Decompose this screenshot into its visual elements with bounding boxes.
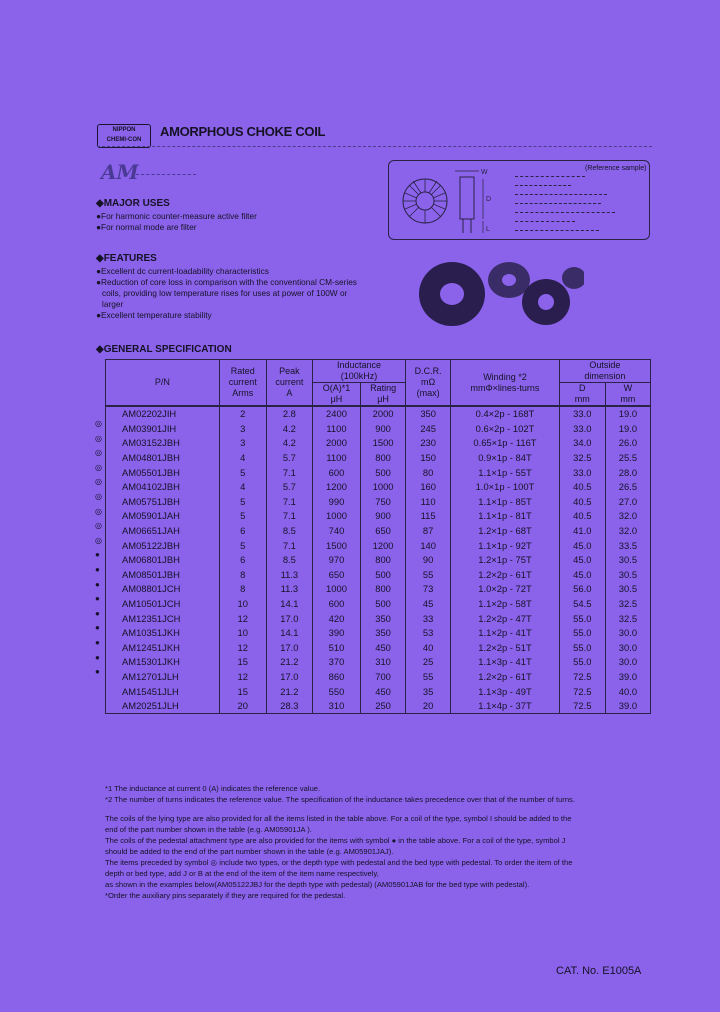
cell-rating: 800 (361, 553, 406, 568)
table-row (106, 509, 651, 524)
row-symbol: ● (95, 608, 100, 618)
note-paragraph-line: The coils of the lying type are also provided for all the items listed in the table above. For a coil of the type, symbol I should be added to the (105, 814, 572, 823)
cell-peak: 17.0 (266, 611, 312, 626)
cell-oa: 2000 (312, 436, 360, 451)
row-symbol: ◎ (95, 448, 102, 458)
brand-underline (136, 174, 196, 175)
cell-peak: 17.0 (266, 641, 312, 656)
cell-rated: 12 (219, 641, 266, 656)
cell-d: 55.0 (559, 641, 605, 656)
cell-dcr: 20 (406, 699, 451, 714)
coil-diagram-icon (393, 163, 503, 239)
spec-table-body (106, 406, 651, 714)
cell-peak: 8.5 (266, 553, 312, 568)
cell-rating: 350 (361, 611, 406, 626)
table-row (106, 597, 651, 612)
col-header-dcr: D.C.R. mΩ (max) (406, 360, 451, 407)
cell-d: 33.0 (559, 406, 605, 422)
cell-dcr: 80 (406, 465, 451, 480)
cell-d: 45.0 (559, 568, 605, 583)
cell-oa: 600 (312, 465, 360, 480)
svg-text:L: L (486, 226, 490, 233)
header-divider (97, 146, 652, 147)
cell-dcr: 40 (406, 641, 451, 656)
cell-d: 40.5 (559, 509, 605, 524)
cell-peak: 5.7 (266, 480, 312, 495)
cell-pn: AM20251JLH (106, 699, 220, 714)
cell-rated: 8 (219, 582, 266, 597)
cell-rated: 4 (219, 451, 266, 466)
row-symbol: ◎ (95, 521, 102, 531)
cell-pn: AM12701JLH (106, 670, 220, 685)
cell-pn: AM08801JCH (106, 582, 220, 597)
page-title: AMORPHOUS CHOKE COIL (160, 124, 326, 139)
row-symbol: ◎ (95, 506, 102, 516)
product-photo (414, 258, 584, 330)
cell-dcr: 115 (406, 509, 451, 524)
cell-pn: AM05751JBH (106, 495, 220, 510)
cell-pn: AM10351JKH (106, 626, 220, 641)
note-paragraph-line: end of the part number shown in the table (e.g. AM05901JA ). (105, 825, 312, 834)
cell-rated: 15 (219, 684, 266, 699)
cell-winding: 1.1×1p - 92T (451, 538, 560, 553)
cell-peak: 7.1 (266, 538, 312, 553)
cell-peak: 2.8 (266, 406, 312, 422)
row-symbol: ● (95, 638, 100, 647)
table-row (106, 436, 651, 451)
table-row (106, 699, 651, 714)
cell-w: 30.5 (605, 568, 650, 583)
cell-w: 30.5 (605, 553, 650, 568)
cell-winding: 1.2×1p - 75T (451, 553, 560, 568)
cell-d: 45.0 (559, 553, 605, 568)
cell-rated: 6 (219, 524, 266, 539)
cell-rating: 450 (361, 684, 406, 699)
table-row (106, 582, 651, 597)
cell-rated: 15 (219, 655, 266, 670)
svg-text:W: W (481, 169, 488, 176)
col-header-peak-current: Peak current A (266, 360, 312, 407)
cell-w: 39.0 (605, 699, 650, 714)
table-row (106, 568, 651, 583)
col-header-outside-dimension: Outside dimension (559, 360, 650, 383)
cell-rated: 3 (219, 436, 266, 451)
cell-winding: 0.6×2p - 102T (451, 422, 560, 437)
cell-dcr: 53 (406, 626, 451, 641)
list-item: ●For harmonic counter-measure active filter (96, 211, 257, 221)
cell-winding: 1.1×2p - 41T (451, 626, 560, 641)
note-paragraph-line: depth or bed type, add J or B at the end of the item of the item name respectively, (105, 869, 379, 878)
cell-oa: 550 (312, 684, 360, 699)
cell-rated: 5 (219, 509, 266, 524)
cell-oa: 310 (312, 699, 360, 714)
cell-oa: 990 (312, 495, 360, 510)
cell-rated: 2 (219, 406, 266, 422)
cell-rating: 700 (361, 670, 406, 685)
cell-winding: 1.1×1p - 55T (451, 465, 560, 480)
table-row (106, 553, 651, 568)
reference-sample-box (388, 160, 650, 240)
cell-oa: 600 (312, 597, 360, 612)
cell-rating: 500 (361, 465, 406, 480)
list-item: larger (102, 299, 124, 309)
cell-rated: 6 (219, 553, 266, 568)
cell-rated: 3 (219, 422, 266, 437)
cell-peak: 21.2 (266, 655, 312, 670)
cell-dcr: 55 (406, 568, 451, 583)
cell-peak: 7.1 (266, 495, 312, 510)
row-symbol: ● (95, 579, 100, 589)
note-paragraph-line: The items preceded by symbol ◎ include two types, or the depth type with pedestal and the bed type with pedestal. To order the item of the (105, 858, 573, 867)
cell-w: 32.5 (605, 611, 650, 626)
col-header-inductance: Inductance (100kHz) (312, 360, 405, 383)
cell-rating: 350 (361, 626, 406, 641)
cell-dcr: 55 (406, 670, 451, 685)
cell-rating: 310 (361, 655, 406, 670)
cell-rating: 500 (361, 568, 406, 583)
cell-w: 30.0 (605, 626, 650, 641)
cell-pn: AM02202JIH (106, 406, 220, 422)
cell-winding: 1.2×2p - 61T (451, 568, 560, 583)
cell-rating: 2000 (361, 406, 406, 422)
cell-winding: 1.1×1p - 81T (451, 509, 560, 524)
cell-rating: 900 (361, 422, 406, 437)
cell-oa: 860 (312, 670, 360, 685)
row-symbol: ● (95, 652, 100, 662)
cell-pn: AM12451JKH (106, 641, 220, 656)
cell-rating: 750 (361, 495, 406, 510)
cell-rated: 8 (219, 568, 266, 583)
row-symbol: ◎ (95, 535, 102, 545)
list-item: ●Excellent temperature stability (96, 310, 212, 320)
cell-d: 33.0 (559, 422, 605, 437)
cell-peak: 11.3 (266, 568, 312, 583)
row-symbol: ● (95, 667, 100, 677)
cell-w: 26.0 (605, 436, 650, 451)
cell-rated: 4 (219, 480, 266, 495)
table-row (106, 655, 651, 670)
cell-pn: AM06651JAH (106, 524, 220, 539)
cell-rated: 5 (219, 538, 266, 553)
cell-pn: AM04102JBH (106, 480, 220, 495)
cell-oa: 1100 (312, 451, 360, 466)
table-row (106, 422, 651, 437)
reference-line (515, 230, 599, 231)
cell-d: 40.5 (559, 480, 605, 495)
col-header-rating: Rating μH (361, 383, 406, 407)
cell-rating: 1500 (361, 436, 406, 451)
cell-rating: 500 (361, 597, 406, 612)
cell-winding: 1.2×1p - 68T (451, 524, 560, 539)
cell-dcr: 73 (406, 582, 451, 597)
row-symbol: ● (95, 565, 100, 574)
cell-winding: 1.0×2p - 72T (451, 582, 560, 597)
table-row (106, 524, 651, 539)
cell-rating: 1000 (361, 480, 406, 495)
reference-line (515, 212, 615, 213)
note-1: *1 The inductance at current 0 (A) indicates the reference value. (105, 784, 321, 793)
cell-peak: 4.2 (266, 422, 312, 437)
cell-oa: 970 (312, 553, 360, 568)
cell-oa: 510 (312, 641, 360, 656)
svg-text:D: D (486, 196, 492, 203)
reference-sample-label: (Reference sample) (585, 165, 647, 172)
cell-winding: 1.1×2p - 58T (451, 597, 560, 612)
list-item: ●Excellent dc current-loadability characteristics (96, 266, 269, 276)
cell-pn: AM10501JCH (106, 597, 220, 612)
cell-winding: 0.9×1p - 84T (451, 451, 560, 466)
table-row (106, 495, 651, 510)
cell-winding: 1.2×2p - 47T (451, 611, 560, 626)
reference-line (515, 203, 601, 204)
col-header-d: D mm (559, 383, 605, 407)
cell-w: 32.5 (605, 597, 650, 612)
cell-winding: 1.1×4p - 37T (451, 699, 560, 714)
list-item: ●For normal mode are filter (96, 222, 197, 232)
cell-d: 56.0 (559, 582, 605, 597)
reference-line (515, 221, 575, 222)
table-row (106, 641, 651, 656)
note-2: *2 The number of turns indicates the reference value. The specification of the inductance takes precedence over that of the number of turns. (105, 795, 575, 804)
cell-pn: AM15301JKH (106, 655, 220, 670)
cell-w: 32.0 (605, 524, 650, 539)
cell-rating: 800 (361, 582, 406, 597)
cell-peak: 5.7 (266, 451, 312, 466)
cell-dcr: 160 (406, 480, 451, 495)
col-header-oa: O(A)*1 μH (312, 383, 360, 407)
cell-peak: 11.3 (266, 582, 312, 597)
cell-w: 40.0 (605, 684, 650, 699)
table-row (106, 465, 651, 480)
cell-dcr: 150 (406, 451, 451, 466)
cell-peak: 8.5 (266, 524, 312, 539)
major-uses-heading: ◆MAJOR USES (96, 198, 170, 209)
cell-pn: AM03901JIH (106, 422, 220, 437)
reference-line (515, 176, 585, 177)
cell-dcr: 110 (406, 495, 451, 510)
cell-rated: 12 (219, 611, 266, 626)
cell-oa: 1500 (312, 538, 360, 553)
cell-winding: 0.65×1p - 116T (451, 436, 560, 451)
cell-dcr: 25 (406, 655, 451, 670)
cell-w: 25.5 (605, 451, 650, 466)
col-header-winding: Winding *2 mmΦ×lines-turns (451, 360, 560, 407)
catalog-number: CAT. No. E1005A (556, 965, 642, 977)
spec-table (105, 359, 651, 714)
row-symbol: ◎ (95, 419, 102, 428)
table-row (106, 670, 651, 685)
cell-dcr: 350 (406, 406, 451, 422)
cell-w: 33.5 (605, 538, 650, 553)
table-row (106, 480, 651, 495)
col-header-pn: P/N (106, 360, 220, 407)
table-row (106, 611, 651, 626)
cell-d: 72.5 (559, 699, 605, 714)
cell-dcr: 230 (406, 436, 451, 451)
cell-winding: 0.4×2p - 168T (451, 406, 560, 422)
cell-rated: 10 (219, 597, 266, 612)
cell-winding: 1.1×3p - 41T (451, 655, 560, 670)
cell-d: 32.5 (559, 451, 605, 466)
table-row (106, 451, 651, 466)
cell-d: 55.0 (559, 626, 605, 641)
note-paragraph-line: should be added to the end of the part number shown in the table (e.g. AM05901JAJ). (105, 847, 394, 856)
cell-rated: 5 (219, 495, 266, 510)
cell-winding: 1.1×1p - 85T (451, 495, 560, 510)
row-symbol: ● (95, 623, 100, 633)
nippon-chemicon-logo (97, 124, 151, 148)
cell-pn: AM15451JLH (106, 684, 220, 699)
cell-w: 32.0 (605, 509, 650, 524)
note-paragraph-line: as shown in the examples below(AM05122JBJ for the depth type with pedestal) (AM05901JAB for the bed type with pedestal). (105, 880, 530, 889)
cell-rated: 20 (219, 699, 266, 714)
cell-dcr: 45 (406, 597, 451, 612)
cell-pn: AM04801JBH (106, 451, 220, 466)
cell-peak: 14.1 (266, 626, 312, 641)
cell-w: 39.0 (605, 670, 650, 685)
cell-oa: 1100 (312, 422, 360, 437)
cell-pn: AM03152JBH (106, 436, 220, 451)
table-row (106, 538, 651, 553)
cell-rated: 5 (219, 465, 266, 480)
features-heading: ◆FEATURES (96, 253, 157, 264)
cell-d: 40.5 (559, 495, 605, 510)
cell-dcr: 35 (406, 684, 451, 699)
cell-rating: 800 (361, 451, 406, 466)
cell-rating: 1200 (361, 538, 406, 553)
reference-line (515, 185, 571, 186)
features-list (96, 266, 357, 321)
cell-oa: 740 (312, 524, 360, 539)
cell-d: 54.5 (559, 597, 605, 612)
list-item: ●Reduction of core loss in comparison with the conventional CM-series (96, 277, 357, 287)
cell-rating: 650 (361, 524, 406, 539)
cell-oa: 1200 (312, 480, 360, 495)
cell-oa: 650 (312, 568, 360, 583)
cell-winding: 1.2×2p - 61T (451, 670, 560, 685)
cell-d: 55.0 (559, 611, 605, 626)
logo-line-1: NIPPON (112, 127, 136, 133)
logo-line-2: CHEMI-CON (106, 137, 142, 143)
cell-rating: 450 (361, 641, 406, 656)
major-uses-list (96, 211, 257, 233)
table-row (106, 626, 651, 641)
cell-w: 30.5 (605, 582, 650, 597)
cell-oa: 390 (312, 626, 360, 641)
cell-peak: 7.1 (266, 509, 312, 524)
cell-oa: 420 (312, 611, 360, 626)
cell-oa: 370 (312, 655, 360, 670)
cell-w: 19.0 (605, 422, 650, 437)
col-header-w: W mm (605, 383, 650, 407)
cell-dcr: 87 (406, 524, 451, 539)
row-symbol: ◎ (95, 492, 102, 501)
cell-dcr: 33 (406, 611, 451, 626)
cell-pn: AM06801JBH (106, 553, 220, 568)
cell-w: 26.5 (605, 480, 650, 495)
cell-pn: AM08501JBH (106, 568, 220, 583)
cell-rated: 10 (219, 626, 266, 641)
note-paragraph-line: The coils of the pedestal attachment type are also provided for the items with symbol ● in the table above. For a coil of the type, symbol J (105, 836, 566, 845)
cell-w: 28.0 (605, 465, 650, 480)
cell-pn: AM05901JAH (106, 509, 220, 524)
col-header-rated-current: Rated current Arms (219, 360, 266, 407)
cell-peak: 7.1 (266, 465, 312, 480)
cell-w: 27.0 (605, 495, 650, 510)
row-symbol: ● (95, 594, 100, 604)
cell-winding: 1.0×1p - 100T (451, 480, 560, 495)
cell-d: 55.0 (559, 655, 605, 670)
cell-w: 19.0 (605, 406, 650, 422)
cell-winding: 1.2×2p - 51T (451, 641, 560, 656)
list-item: coils, providing low temperature rises for uses at power of 100W or (102, 288, 348, 298)
series-brand: AM (101, 160, 139, 184)
cell-d: 72.5 (559, 670, 605, 685)
cell-pn: AM05501JBH (106, 465, 220, 480)
cell-d: 34.0 (559, 436, 605, 451)
cell-oa: 2400 (312, 406, 360, 422)
note-paragraph-line: *Order the auxiliary pins separately if they are required for the pedestal. (105, 891, 346, 900)
cell-d: 41.0 (559, 524, 605, 539)
cell-oa: 1000 (312, 509, 360, 524)
cell-dcr: 90 (406, 553, 451, 568)
spec-heading: ◆GENERAL SPECIFICATION (96, 344, 232, 355)
row-symbol: ◎ (95, 433, 102, 443)
cell-rating: 250 (361, 699, 406, 714)
cell-peak: 28.3 (266, 699, 312, 714)
cell-peak: 17.0 (266, 670, 312, 685)
cell-peak: 21.2 (266, 684, 312, 699)
cell-w: 30.0 (605, 641, 650, 656)
cell-dcr: 140 (406, 538, 451, 553)
cell-pn: AM05122JBH (106, 538, 220, 553)
cell-winding: 1.1×3p - 49T (451, 684, 560, 699)
cell-rated: 12 (219, 670, 266, 685)
cell-d: 33.0 (559, 465, 605, 480)
row-symbol: ● (95, 550, 100, 560)
row-symbol: ◎ (95, 477, 102, 487)
cell-d: 72.5 (559, 684, 605, 699)
table-row (106, 684, 651, 699)
table-row (106, 406, 651, 422)
row-symbol: ◎ (95, 462, 102, 472)
cell-peak: 4.2 (266, 436, 312, 451)
cell-peak: 14.1 (266, 597, 312, 612)
cell-rating: 900 (361, 509, 406, 524)
cell-dcr: 245 (406, 422, 451, 437)
reference-line (515, 194, 607, 195)
cell-w: 30.0 (605, 655, 650, 670)
cell-oa: 1000 (312, 582, 360, 597)
cell-d: 45.0 (559, 538, 605, 553)
cell-pn: AM12351JCH (106, 611, 220, 626)
